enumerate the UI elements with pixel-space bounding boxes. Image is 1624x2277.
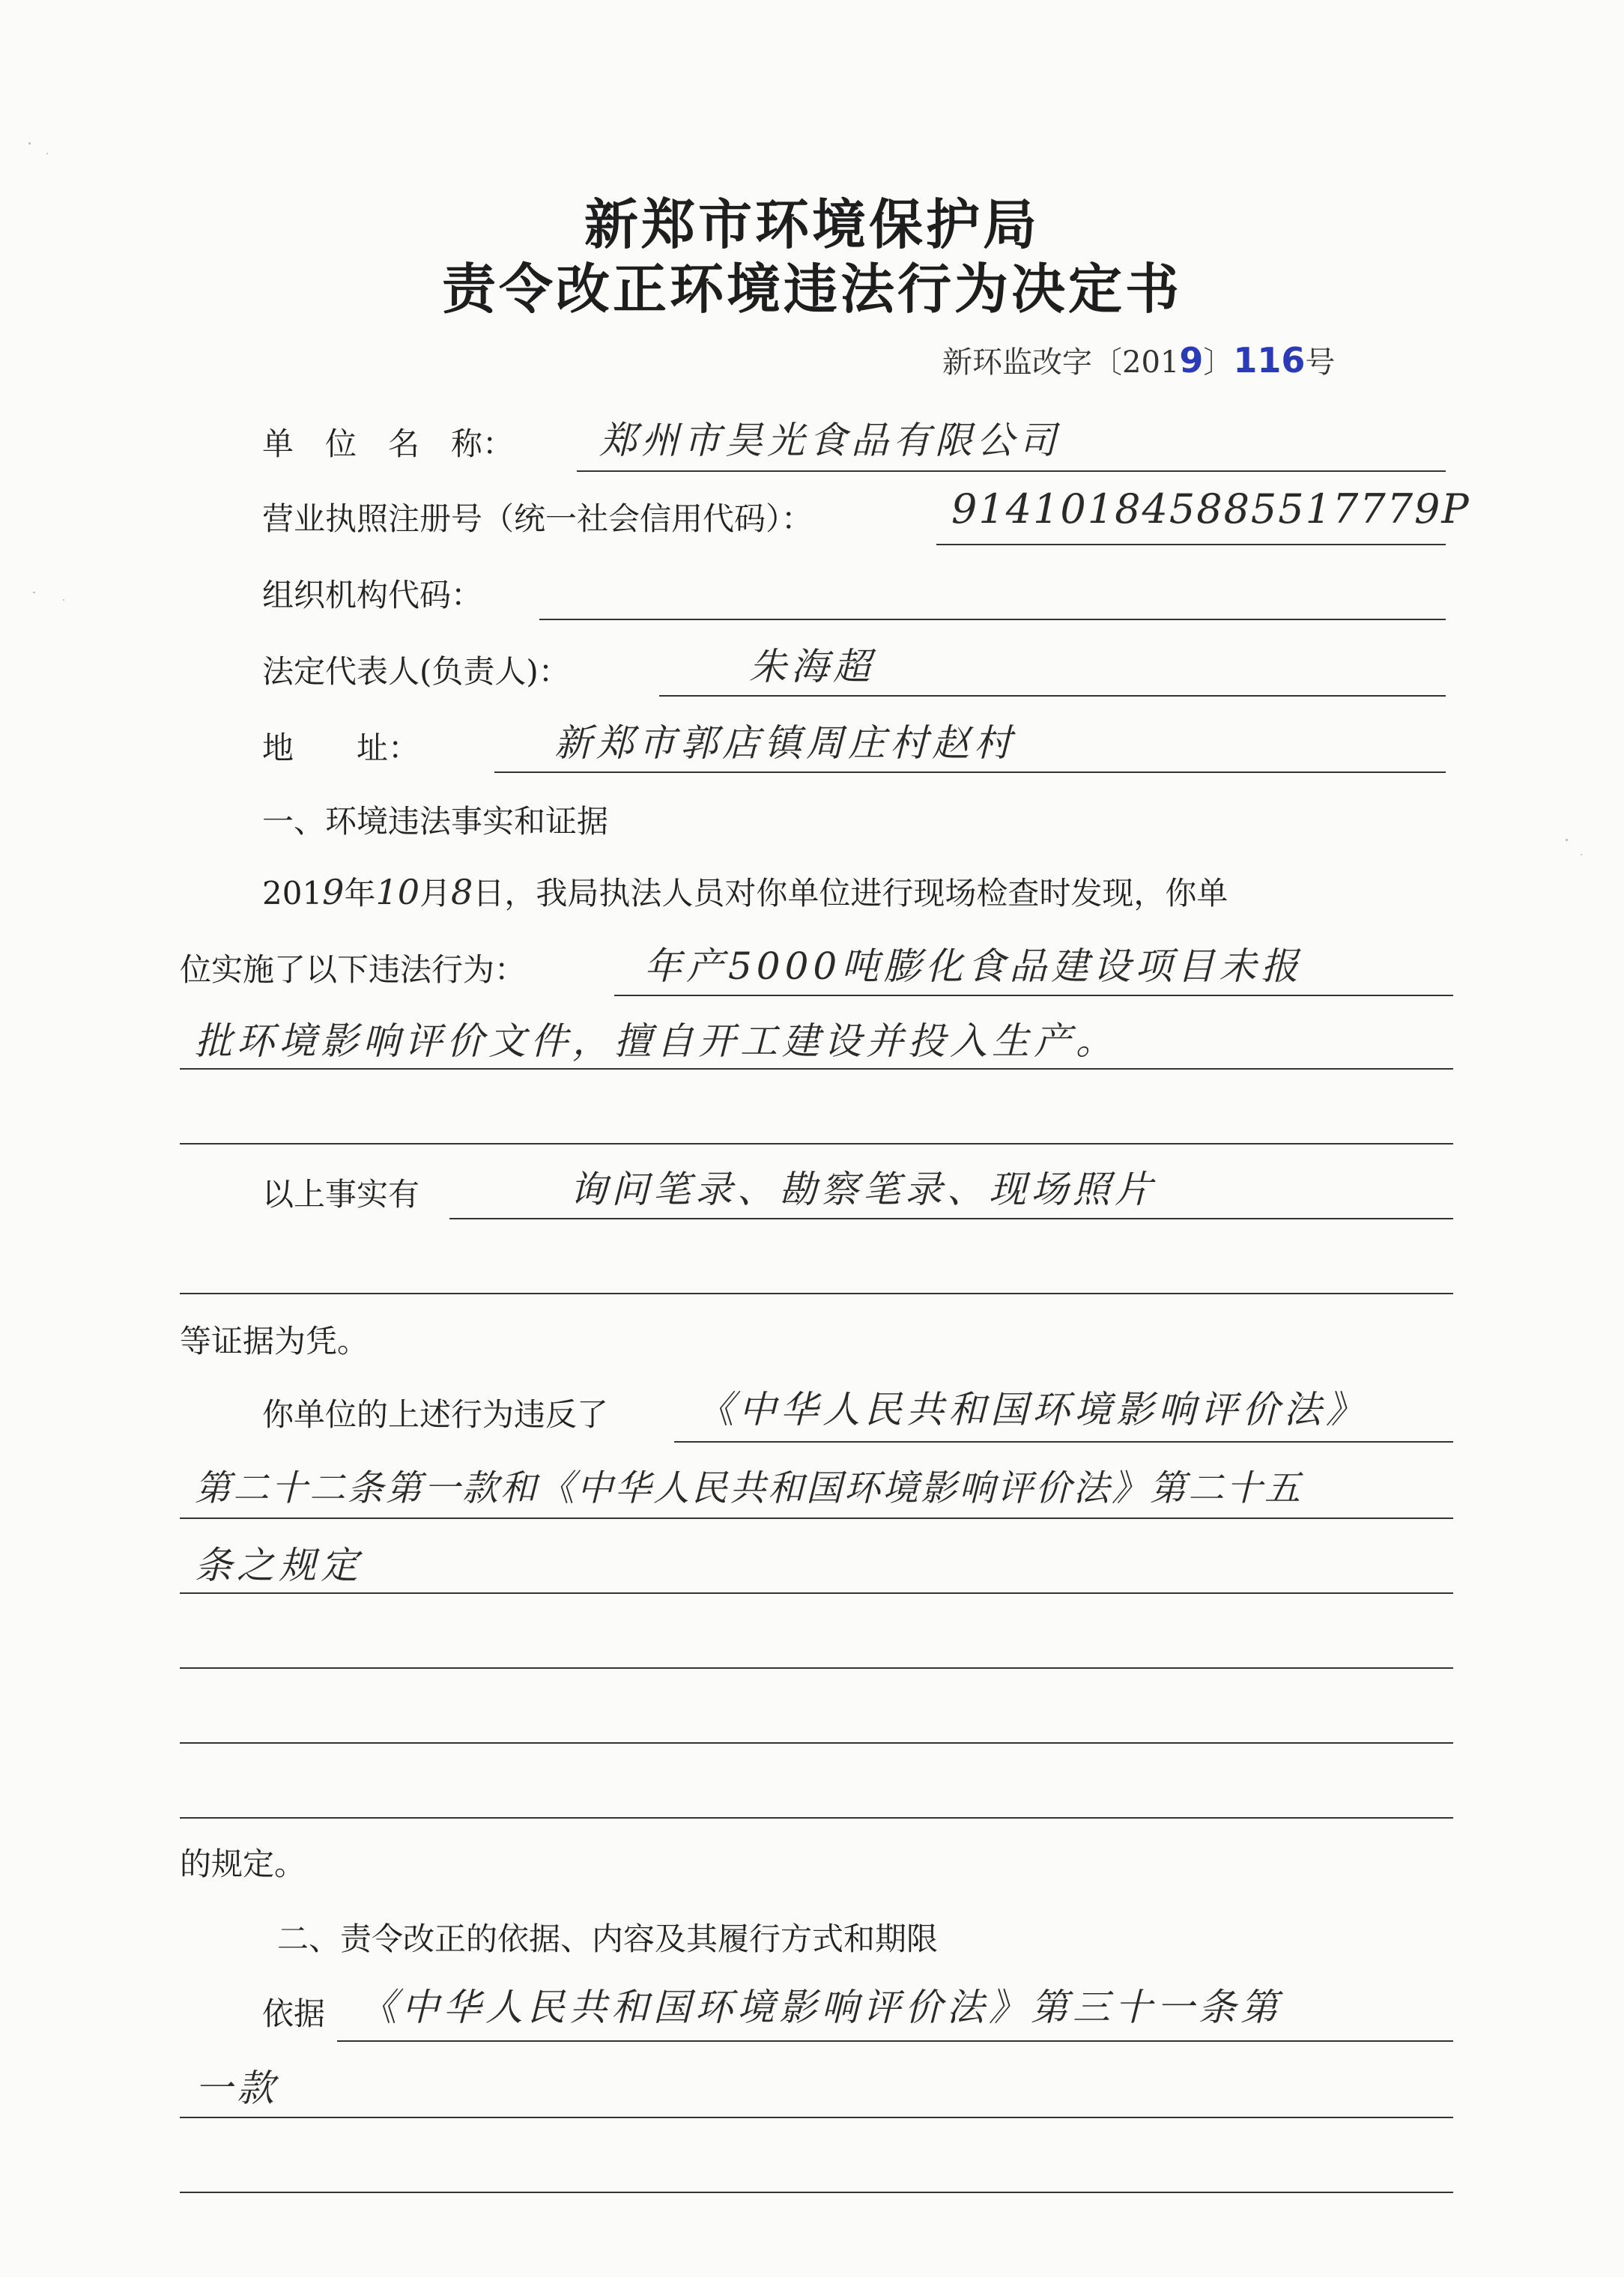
date-day-handwritten: 8 [451,872,473,912]
underline-evidence-1 [449,1218,1453,1219]
evidence-label: 以上事实有 [262,1176,420,1213]
underline-legal-representative [659,695,1446,697]
date-year-handwritten: 9 [322,872,345,912]
section-1-heading: 一、环境违法事实和证据 [262,803,609,840]
underline-violation-3 [180,1143,1453,1144]
scan-speck [33,592,35,593]
field-value-license-number: 914101845885517779P [951,485,1470,533]
violated-law-closing: 的规定。 [180,1846,306,1882]
violated-law-line-3: 条之规定 [195,1544,363,1587]
underline-violated-3 [180,1592,1453,1594]
underline-basis-1 [337,2040,1453,2042]
date-month-handwritten: 10 [375,872,420,912]
basis-label: 依据 [262,1995,326,2032]
field-value-legal-representative: 朱海超 [749,645,875,688]
field-label-legal-representative: 法定代表人(负责人)： [262,653,570,690]
date-year-suffix: 年 [344,875,376,912]
underline-violation-1 [614,995,1453,996]
underline-violation-2 [180,1068,1453,1070]
underline-violated-1 [674,1441,1453,1443]
evidence-closing: 等证据为凭。 [180,1323,369,1359]
underline-evidence-2 [180,1293,1453,1294]
date-month-suffix: 月 [419,875,452,912]
section-2-heading: 二、责令改正的依据、内容及其履行方式和期限 [277,1920,939,1957]
violation-label: 位实施了以下违法行为： [180,951,527,988]
violation-text-line-2: 批环境影响评价文件，擅自开工建设并投入生产。 [195,1019,1118,1063]
underline-org-code [539,619,1446,620]
underline-company-name [577,470,1446,472]
date-day-text: 日，我局执法人员对你单位进行现场检查时发现，你单 [473,875,1228,912]
field-value-address: 新郑市郭店镇周庄村赵村 [554,721,1016,765]
doc-number-serial-stamp: 116 [1233,340,1306,380]
document-title: 责令改正环境违法行为决定书 [441,257,1182,321]
field-label-license-number: 营业执照注册号（统一社会信用代码）： [262,500,813,537]
violation-text-line-1: 年产5000吨膨化食品建设项目未报 [644,945,1303,988]
scan-speck [1581,854,1582,855]
scan-speck [28,142,31,145]
doc-number-year-stamp: 9 [1179,340,1204,380]
field-label-address: 地 址： [262,730,420,766]
basis-line-2: 一款 [195,2067,279,2110]
violated-law-label: 你单位的上述行为违反了 [262,1396,609,1433]
document-number [942,339,1335,381]
date-year-prefix: 201 [262,875,323,912]
scan-speck [46,153,48,154]
underline-address [494,771,1446,773]
basis-line-1: 《中华人民共和国环境影响评价法》第三十一条第 [360,1986,1282,2029]
doc-number-mid: 〕 [1203,345,1234,380]
evidence-value: 询问笔录、勘察笔录、现场照片 [569,1168,1157,1211]
violated-law-line-1: 《中华人民共和国环境影响评价法》 [697,1388,1368,1431]
underline-basis-3 [180,2192,1453,2193]
underline-violated-2 [180,1518,1453,1519]
field-value-company-name: 郑州市昊光食品有限公司 [599,419,1061,462]
underline-violated-5 [180,1742,1453,1744]
underline-violated-4 [180,1667,1453,1669]
doc-number-prefix: 新环监改字〔201 [942,345,1180,380]
underline-violated-6 [180,1817,1453,1819]
underline-basis-2 [180,2117,1453,2118]
doc-number-suffix: 号 [1305,345,1336,380]
underline-license-number [936,544,1446,545]
field-label-company-name: 单 位 名 称： [262,425,515,462]
violated-law-line-2: 第二十二条第一款和《中华人民共和国环境影响评价法》第二十五 [195,1467,1303,1509]
scan-speck [63,599,64,601]
scan-speck [1566,839,1568,841]
inspection-date-paragraph [262,869,1228,914]
document-title-agency: 新郑市环境保护局 [584,192,1040,256]
field-label-org-code: 组织机构代码： [262,577,483,613]
